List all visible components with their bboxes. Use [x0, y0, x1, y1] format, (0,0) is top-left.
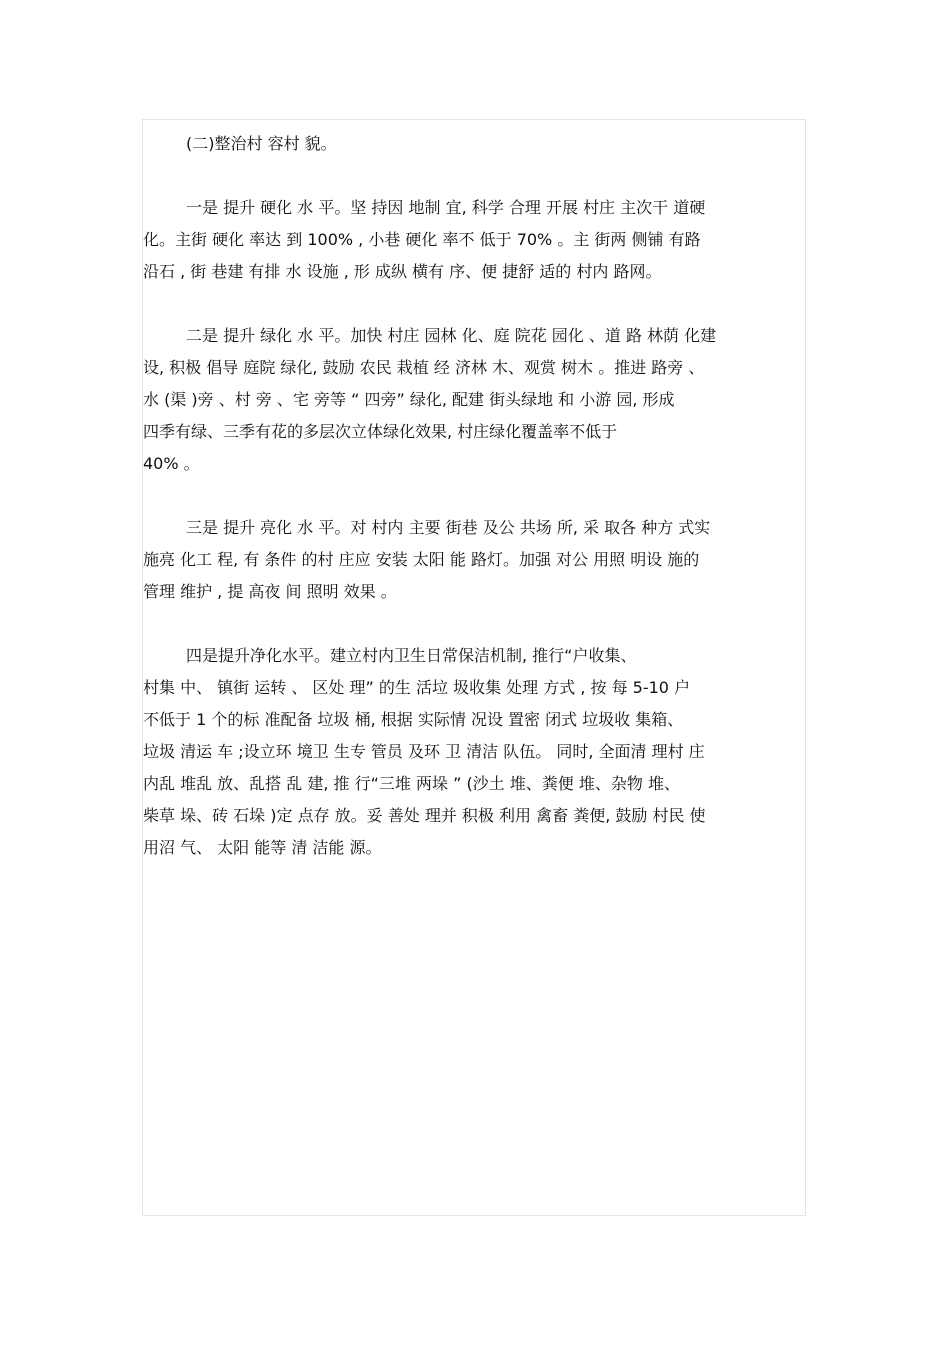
text-line: 柴草 垛、砖 石垛 )定 点存 放。妥 善处 理并 积极 利用 禽畜 粪便, 鼓励 村民 使 — [143, 806, 706, 825]
section-heading: (二)整治村 容村 貌。 — [186, 134, 337, 153]
text-line: 化。主街 硬化 率达 到 100% , 小巷 硬化 率不 低于 70% 。主 街两 侧铺 有路 — [143, 230, 701, 249]
text-line: 内乱 堆乱 放、乱搭 乱 建, 推 行“三堆 两垛 ” (沙土 堆、粪便 堆、杂物 堆、 — [143, 774, 680, 793]
document-body — [143, 128, 803, 864]
text-line: 一是 提升 硬化 水 平。坚 持因 地制 宜, 科学 合理 开展 村庄 主次干 道硬 — [186, 198, 706, 217]
paragraph-lighting — [143, 512, 803, 608]
text-line: 设, 积极 倡导 庭院 绿化, 鼓励 农民 栽植 经 济林 木、观赏 树木 。推进 路旁 、 — [143, 358, 705, 377]
text-line: 40% 。 — [143, 454, 200, 473]
text-line: 三是 提升 亮化 水 平。对 村内 主要 街巷 及公 共场 所, 采 取各 种方 式实 — [186, 518, 711, 537]
text-line: 四季有绿、三季有花的多层次立体绿化效果, 村庄绿化覆盖率不低于 — [143, 422, 618, 441]
text-line: 不低于 1 个的标 准配备 垃圾 桶, 根据 实际情 况设 置密 闭式 垃圾收 集箱、 — [143, 710, 684, 729]
text-line: 用沼 气、 太阳 能等 清 洁能 源。 — [143, 838, 382, 857]
paragraph-greening — [143, 320, 803, 480]
text-line: 施亮 化工 程, 有 条件 的村 庄应 安装 太阳 能 路灯。加强 对公 用照 明设 施的 — [143, 550, 700, 569]
paragraph-cleaning — [143, 640, 803, 864]
text-line: 二是 提升 绿化 水 平。加快 村庄 园林 化、庭 院花 园化 、道 路 林荫 化建 — [186, 326, 717, 345]
text-line: 沿石 , 街 巷建 有排 水 设施 , 形 成纵 横有 序、便 捷舒 适的 村内 路网。 — [143, 262, 662, 281]
text-line: 管理 维护 , 提 高夜 间 照明 效果 。 — [143, 582, 397, 601]
text-line: 垃圾 清运 车 ;设立环 境卫 生专 管员 及环 卫 清洁 队伍。 同时, 全面清 理村 庄 — [143, 742, 705, 761]
text-line: 村集 中、 镇街 运转 、 区处 理” 的生 活垃 圾收集 处理 方式 , 按 每 5-10 户 — [143, 678, 691, 697]
text-line: 水 (渠 )旁 、村 旁 、宅 旁等 “ 四旁” 绿化, 配建 街头绿地 和 小游 园, 形成 — [143, 390, 675, 409]
paragraph-hardening — [143, 192, 803, 288]
text-line: 四是提升净化水平。建立村内卫生日常保洁机制, 推行“户收集、 — [186, 646, 637, 665]
